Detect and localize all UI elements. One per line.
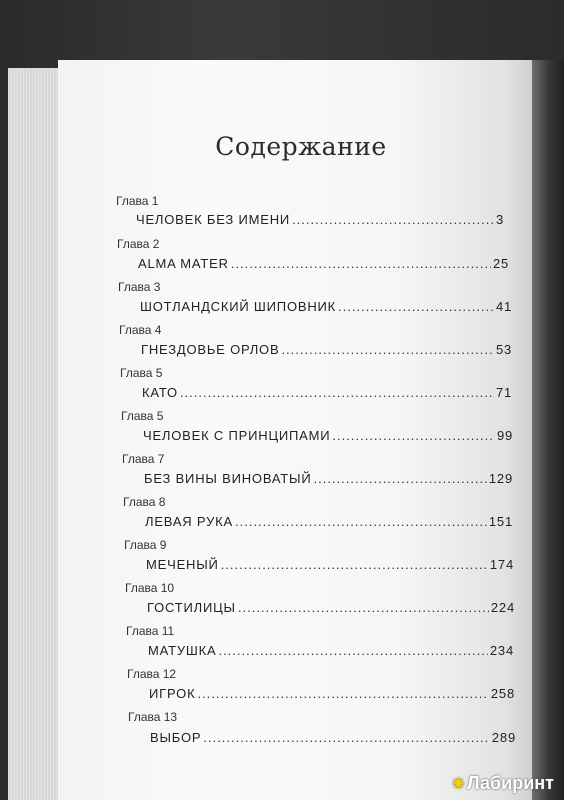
page-number: 224 [490,600,515,615]
leader-dots [332,428,495,443]
chapter-title: ЧЕЛОВЕК БЕЗ ИМЕНИ [136,212,291,227]
chapter-title: МАТУШКА [148,643,217,658]
toc-entry[interactable] [140,299,512,314]
leader-dots [314,471,487,486]
star-icon: ✷ [451,775,465,793]
chapter-title: ГОСТИЛИЦЫ [147,600,236,615]
page-number: 71 [495,385,512,400]
chapter-title: БЕЗ ВИНЫ ВИНОВАТЫЙ [144,471,312,486]
page-number: 99 [496,428,513,443]
toc-entry[interactable] [136,212,504,227]
leader-dots [221,557,488,572]
chapter-label: Глава 9 [124,538,167,552]
chapter-label: Глава 5 [120,366,163,380]
chapter-label: Глава 11 [126,624,175,638]
page-number: 174 [489,557,514,572]
chapter-label: Глава 7 [122,452,165,466]
leader-dots [292,212,494,227]
toc-entry[interactable] [138,256,509,271]
chapter-label: Глава 5 [121,409,164,423]
leader-dots [231,256,491,271]
page-number: 3 [495,212,504,227]
toc-entry[interactable] [142,385,512,400]
leader-dots [197,686,488,701]
page-number: 258 [490,686,515,701]
watermark-logo [452,773,554,794]
chapter-title: ИГРОК [149,686,196,701]
chapter-label: Глава 2 [117,237,160,251]
page-number: 53 [495,342,512,357]
chapter-label: Глава 3 [118,280,161,294]
leader-dots [235,514,487,529]
toc-entry[interactable] [147,600,515,615]
page-number: 151 [488,514,513,529]
leader-dots [180,385,494,400]
watermark-text: Лабиринт [466,773,554,793]
page-number: 25 [492,256,509,271]
chapter-title: ЛЕВАЯ РУКА [145,514,233,529]
toc-entry[interactable] [148,643,514,658]
page-number: 234 [489,643,514,658]
toc-entry[interactable] [143,428,513,443]
chapter-title: ЧЕЛОВЕК С ПРИНЦИПАМИ [143,428,331,443]
chapter-title: ГНЕЗДОВЬЕ ОРЛОВ [141,342,280,357]
chapter-title: ALMA MATER [138,256,229,271]
chapter-title: МЕЧЕНЫЙ [146,557,219,572]
toc-entry[interactable] [144,471,513,486]
chapter-label: Глава 1 [116,194,159,208]
page-title: Содержание [215,132,387,161]
toc-entry[interactable] [146,557,514,572]
leader-dots [238,600,489,615]
chapter-label: Глава 8 [123,495,166,509]
chapter-label: Глава 4 [119,323,162,337]
leader-dots [281,342,494,357]
chapter-title: ШОТЛАНДСКИЙ ШИПОВНИК [140,299,337,314]
leader-dots [338,299,494,314]
chapter-label: Глава 13 [128,710,178,724]
page-number: 289 [491,730,516,745]
leader-dots [218,643,487,658]
toc-entry[interactable] [145,514,513,529]
page-number: 41 [495,299,512,314]
chapter-label: Глава 10 [125,581,175,595]
page-number: 129 [488,471,513,486]
toc-entry[interactable] [149,686,515,701]
chapter-label: Глава 12 [127,667,177,681]
chapter-title: ВЫБОР [150,730,202,745]
toc-entry[interactable] [141,342,512,357]
leader-dots [203,730,490,745]
chapter-title: КАТО [142,385,178,400]
toc-entry[interactable] [150,730,516,745]
